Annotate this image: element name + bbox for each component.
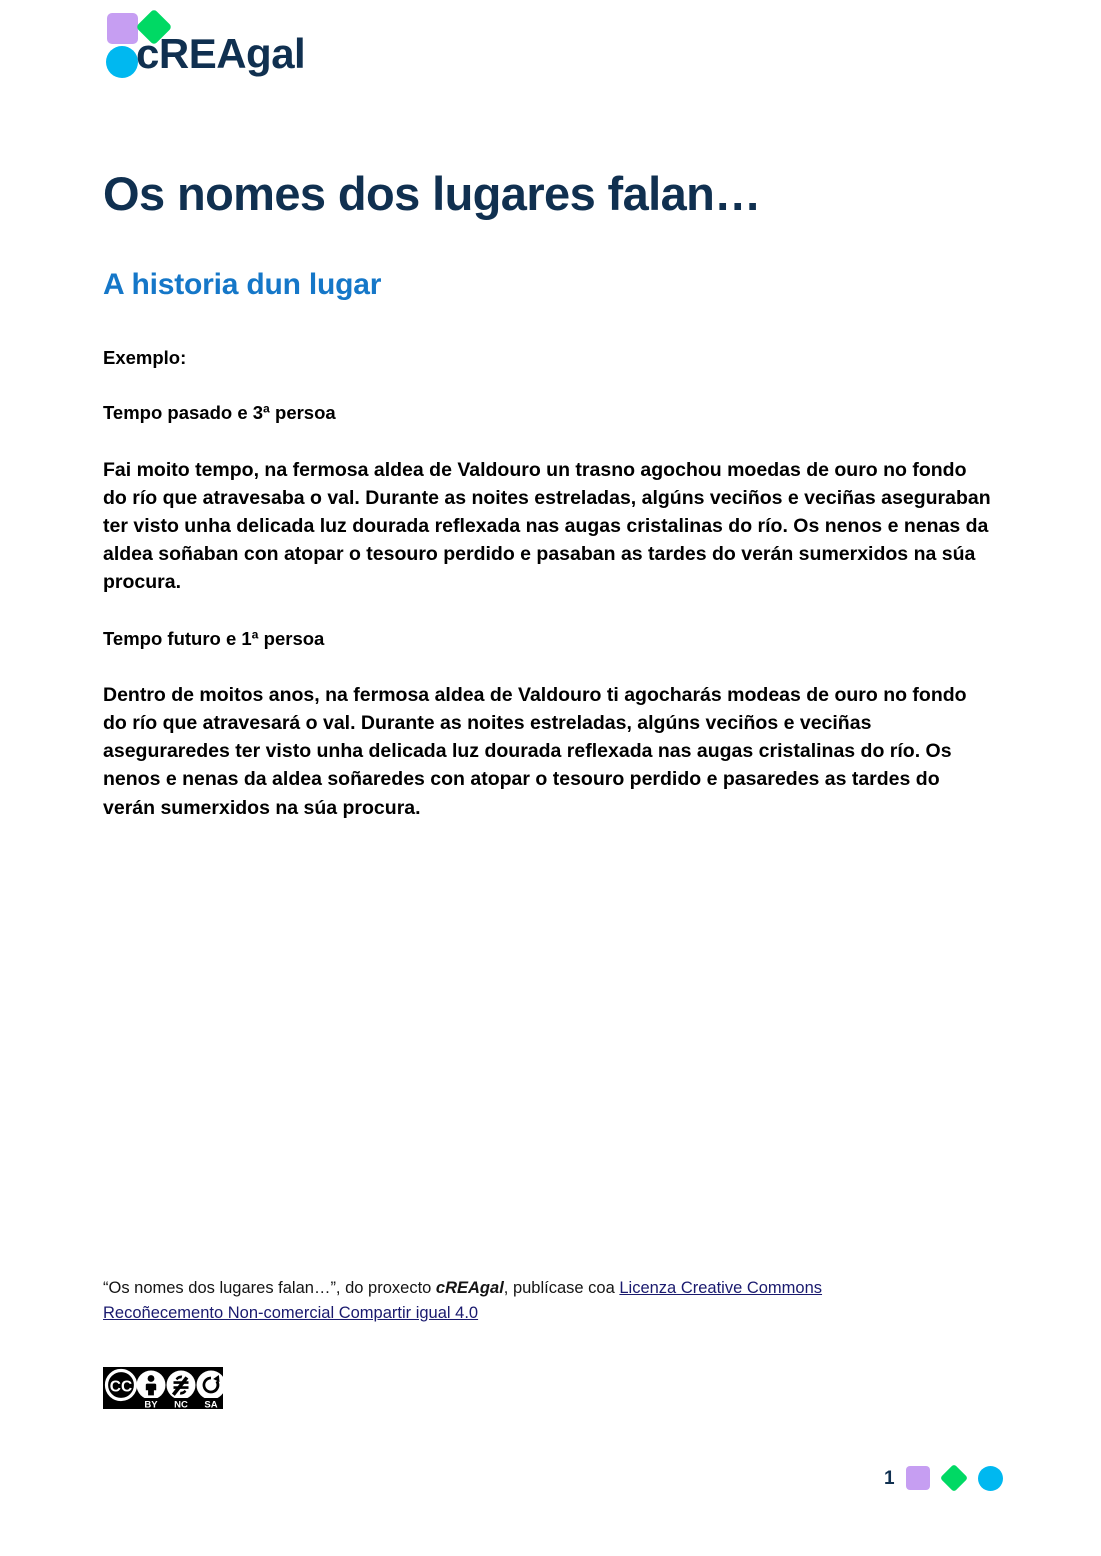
credit-prefix: “Os nomes dos lugares falan…”, do proxecto [103,1279,436,1297]
footer-purple-square-icon [906,1466,930,1490]
footer-green-diamond-icon [939,1464,967,1492]
svg-text:CC: CC [109,1378,133,1396]
cc-label-nc: NC [174,1399,188,1409]
logo-purple-square-icon [107,13,138,44]
creative-commons-badge[interactable] [103,1367,223,1409]
credit-project-name: cREAgal [435,1279,504,1297]
license-link[interactable]: Licenza Creative Commons Recoñecemento Non-comercial Compartir igual 4.0 [103,1279,823,1323]
footer-cyan-circle-icon [978,1466,1003,1491]
nc-noncommercial-icon [167,1371,196,1400]
logo-wordmark: cREAgal [136,30,306,77]
credit-middle: , publícase coa [503,1279,620,1297]
cc-label-by: BY [144,1399,158,1409]
page-footer [884,1462,1003,1494]
section-label-future: Tempo futuro e 1ª persoa [103,627,325,649]
page-subtitle: A historia dun lugar [103,268,382,301]
license-credit [103,1276,903,1326]
cc-label-sa: SA [204,1399,218,1409]
by-person-icon [137,1371,166,1400]
page-number: 1 [884,1467,895,1489]
logo-cyan-circle-icon [106,46,138,78]
document-body [103,345,993,822]
paragraph-future-tense: Dentro de moitos anos, na fermosa aldea de Valdouro ti agocharás modeas de ouro no fondo do río que atravesará o val. Durante as noites estreladas, algúns veciños e veciñas aseguraredes ter visto unha delicada luz dourada reflexada nas augas cristalinas do río. Os nenos e nenas da aldea soñaredes con atopar o tesouro perdido e pasaredes as tardes do verán sumerxidos na súa procura. [103,684,967,819]
page-title: Os nomes dos lugares falan… [103,167,761,220]
paragraph-past-tense: Fai moito tempo, na fermosa aldea de Valdouro un trasno agochou moedas de ouro no fondo do río que atravesaba o val. Durante as noites estreladas, algúns veciños e veciñas aseguraban ter visto unha delicada luz dourada reflexada nas augas cristalinas do río. Os nenos e nenas da aldea soñaban con atopar o tesouro perdido e pasaban as tardes do verán sumerxidos na súa procura. [103,458,991,593]
example-label: Exemplo: [103,347,187,368]
creagal-logo [103,10,363,82]
section-label-past: Tempo pasado e 3ª persoa [103,402,336,424]
